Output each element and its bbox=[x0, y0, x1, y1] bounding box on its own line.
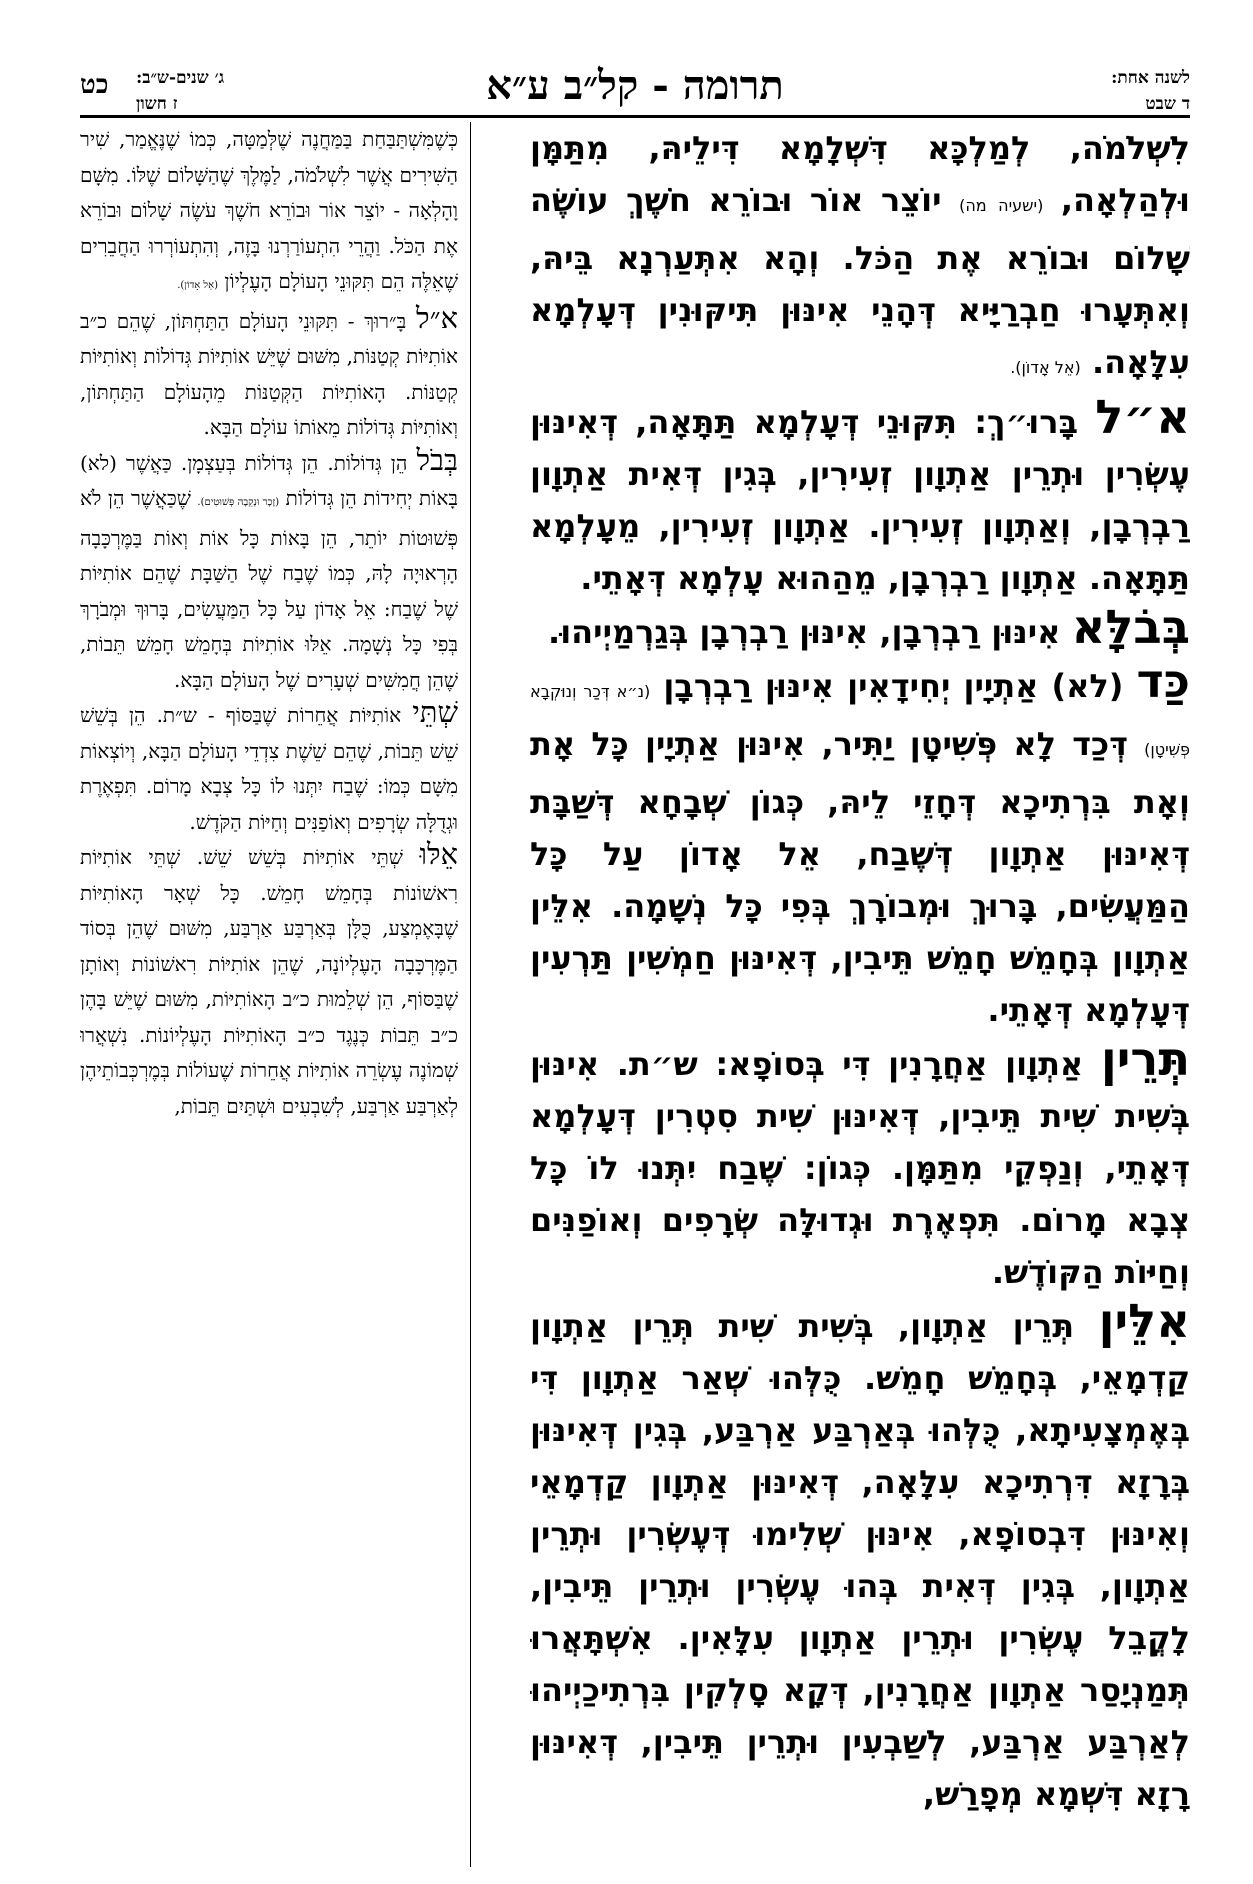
main-paragraph bbox=[530, 1294, 1190, 1820]
paragraph-opening-word: אֵלּוּ bbox=[419, 837, 458, 871]
paragraph-text: אַתְוָון אַחֲרָנִין דִּי בְּסוֹפָא: ש״ת. אִינּוּן בְּשִׁית שִׁית תֵּיבִין, דְּאִינּוּן שִׁית סִטְרִין דְּעָלְמָא דְּאָתֵי, וְנַפְקֵי מִתַּמָּן. כְּגוֹן: שֶׁבַח יִתְּנוּ לוֹ כָּל צְבָא מָרוֹם. תִּפְאֶרֶת וּגְדוּלָּה שְׂרָפִים וְאוֹפַנִּים וְחַיּוֹת הַקּוֹדֶשׁ. bbox=[530, 1045, 1190, 1291]
header-divider bbox=[80, 115, 1190, 118]
citation-note: (אֵל אָדוֹן). bbox=[177, 280, 219, 291]
translation-paragraph bbox=[80, 122, 458, 304]
paragraph-text: שְׁתֵּי אוֹתִיּוֹת בְּשֵׁשׁ שֵׁשׁ. שְׁתֵּי אוֹתִיּוֹת רִאשׁוֹנוֹת בְּחָמֵשׁ חָמֵשׁ. כָּל שְׁאָר הָאוֹתִיּוֹת שֶׁבָּאֶמְצַע, כֻּלָּן בְּאַרְבַּע אַרְבַּע, מִשּׁוּם שֶׁהֵן בְּסוֹד הַמֶּרְכָּבָה הָעֶלְיוֹנָה, שֶׁהֵן אוֹתִיּוֹת רִאשׁוֹנוֹת וְאוֹתָן שֶׁבַּסּוֹף, הֵן שְׁלֵמוּת כ״ב הָאוֹתִיּוֹת, מִשּׁוּם שֶׁיֵּשׁ בָּהֶן כ״ב תֵּבוֹת כְּנֶגֶד כ״ב הָאוֹתִיּוֹת הָעֶלְיוֹנוֹת. נִשְׁאֲרוּ שְׁמוֹנֶה עֶשְׂרֵה אוֹתִיּוֹת אֲחֵרוֹת שֶׁעוֹלוֹת בְּמֶרְכְּבוֹתֵיהֶן לְאַרְבַּע אַרְבַּע, לְשִׁבְעִים וּשְׁתַּיִם תֵּבוֹת, bbox=[80, 845, 458, 1118]
page-header bbox=[80, 62, 1190, 120]
paragraph-text: תְּרֵין אַתְוָון, בְּשִׁית שִׁית תְּרֵין אַתְוָון קַדְמָאֵי, בְּחָמֵשׁ חָמֵשׁ. כֻּלְּהוּ שְׁאַר אַתְוָון דִּי בְּאֶמְצָעִיתָא, כֻּלְּהוּ בְּאַרְבַּע אַרְבַּע, בְּגִין דְּאִינּוּן בְּרָזָא דִּרְתִיכָא עִלָּאָה, דְּאִינּוּן אַתְוָון קַדְמָאֵי וְאִינּוּן דִּבְסוֹפָא, אִינּוּן שְׁלִימוּ דְּעֶשְׂרִין וּתְרֵין אַתְוָון, בְּגִין דְּאִית בְּהוּ עֶשְׂרִין וּתְרֵין תֵּיבִין, לָקֳבֵל עֶשְׂרִין וּתְרֵין אַתְוָון עִלָּאִין. אִשְׁתָּאֲרוּ תְּמַנְיָסַר אַתְוָון אַחֲרָנִין, דְּקָא סָלְקִין בִּרְתִיכַיְיהוּ לְאַרְבַּע אַרְבַּע, לְשַׁבְעִין וּתְרֵין תֵּיבִין, דְּאִינּוּן רָזָא דִּשְׁמָא מְפָרַשׁ, bbox=[530, 1307, 1190, 1813]
paragraph-opening-word: בְּבֹלָּא bbox=[1071, 600, 1190, 654]
schedule-date-one-year: ד שבט bbox=[1145, 94, 1190, 114]
paragraph-text: כְּשֶׁמִּשְׁתַּבַּחַת בַּמַּחֲנֶה שֶׁלְּמַטָּה, כְּמוֹ שֶׁנֶּאֱמַר, שִׁיר הַשִּׁירִים אֲשֶׁר לִשְׁלֹמֹה, לַמֶּלֶךְ שֶׁהַשָּׁלוֹם שֶׁלּוֹ. מִשָּׁם וָהָלְאָה - יוֹצֵר אוֹר וּבוֹרֵא חֹשֶׁךְ עֹשֶׂה שָׁלוֹם וּבוֹרֵא אֶת הַכֹּל. וַהֲרֵי הִתְעוֹרַרְנוּ בָּזֶה, וְהִתְעוֹרְרוּ הַחֲבֵרִים שֶׁאֵלֶּה הֵם תִּקּוּנֵי הָעוֹלָם הָעֶלְיוֹן bbox=[80, 127, 458, 293]
paragraph-text: בָּ״רוּךְ - תִּקּוּנֵי הָעוֹלָם הַתַּחְתּוֹן, שֶׁהֵם כ״ב אוֹתִיּוֹת קְטַנּוֹת, מִשּׁוּם שֶׁיֵּשׁ אוֹתִיּוֹת גְּדוֹלוֹת וְאוֹתִיּוֹת קְטַנּוֹת. הָאוֹתִיּוֹת הַקְּטַנּוֹת מֵהָעוֹלָם הַתַּחְתּוֹן, וְאוֹתִיּוֹת גְּדוֹלוֹת מֵאוֹתוֹ עוֹלָם הַבָּא. bbox=[80, 308, 458, 439]
paragraph-opening-word: אִלֵּין bbox=[1098, 1294, 1190, 1348]
translation-paragraph bbox=[80, 837, 458, 1124]
translation-paragraph bbox=[80, 300, 458, 446]
translation-paragraph bbox=[80, 695, 458, 840]
paragraph-text: הֵן גְּדוֹלוֹת. הֵן גְּדוֹלוֹת בְּעַצְמָן. כַּאֲשֶׁר (לא) בָּאוֹת יְחִידוֹת הֵן גְּדוֹלוֹת bbox=[80, 450, 458, 510]
paragraph-text: שֶׁכַּאֲשֶׁר הֵן לֹא פְּשׁוּטוֹת יוֹתֵר, הֵן בָּאוֹת כָּל אוֹת וְאוֹת בַּמֶּרְכָּבָה הָרְאוּיָה לָהּ, כְּמוֹ שֶׁבַח שֶׁל הַשַּׁבָּת שֶׁהֵם אוֹתִיּוֹת שֶׁל שֶׁבַח: אֵל אָדוֹן עַל כָּל הַמַּעֲשִׂים, בָּרוּךְ וּמְבֹרָךְ בְּפִי כָּל נְשָׁמָה. אֵלּוּ אוֹתִיּוֹת בְּחָמֵשׁ חָמֵשׁ תֵּבוֹת, שֶׁהֵן חֲמִשִּׁים שְׁעָרִים שֶׁל הָעוֹלָם הַבָּא. bbox=[80, 486, 458, 692]
paragraph-opening-word: תְּרֵין bbox=[1100, 1032, 1190, 1086]
paragraph-opening-word: כַּד bbox=[1136, 654, 1190, 708]
main-paragraph bbox=[530, 600, 1190, 658]
paragraph-opening-word: א״ל bbox=[416, 300, 458, 335]
schedule-label-one-year: לשנה אחת: bbox=[1111, 68, 1190, 88]
paragraph-text: יוֹצֵר אוֹר וּבוֹרֵא חֹשֶׁךְ עוֹשֶׂה שָׁלוֹם וּבוֹרֵא אֶת הַכֹּל. וְהָא אִתְּעַרְנָא בֵּיהּ, וְאִתְּעָרוּ חַבְרַיָּיא דְּהָנֵי אִינּוּן תִּיקּוּנִין דְּעָלְמָא עִלָּאָה. bbox=[530, 181, 1190, 381]
main-text-column bbox=[530, 122, 1190, 1882]
paragraph-text: אוֹתִיּוֹת אֲחֵרוֹת שֶׁבַּסּוֹף - ש״ת. הֵן בְּשֵׁשׁ שֵׁשׁ תֵּבוֹת, שֶׁהֵם שֵׁשֶׁת צִדְדֵי הָעוֹלָם הַבָּא, וְיוֹצְאוֹת מִשָּׁם כְּמוֹ: שֶׁבַח יִתְּנוּ לוֹ כָּל צְבָא מָרוֹם. תִּפְאֶרֶת וּגְדֻלָּה שְׂרָפִים וְאוֹפַנִּים וְחַיּוֹת הַקֹּדֶשׁ. bbox=[80, 703, 458, 834]
paragraph-text: אִינּוּן רַבְרְבָן, אִינּוּן רַבְרְבָן בְּגַרְמַיְיהוּ. bbox=[548, 613, 1061, 651]
paragraph-text: דְּכַד לָא פְּשִׁיטָן יַתִּיר, אִינּוּן אַתְיָין כָּל אָת וְאָת בִּרְתִיכָא דְּחָזֵי לֵיהּ, כְּגוֹן שְׁבָחָא דְּשַׁבָּת דְּאִינּוּן אַתְוָון דְּשֶׁבַח, אֵל אָדוֹן עַל כָּל הַמַּעֲשִׂים, בָּרוּךְ וּמְבוֹרָךְ בְּפִי כָּל נְשָׁמָה. אִלֵּין אַתְוָון בְּחָמֵשׁ חָמֵשׁ תֵּיבִין, דְּאִינּוּן חַמְשִׁין תַּרְעִין דְּעָלְמָא דְּאָתֵי. bbox=[530, 725, 1190, 1029]
paragraph-opening-word: א״ל bbox=[1095, 390, 1190, 444]
schedule-label-three-years: ג׳ שנים-ש״ב: bbox=[136, 68, 225, 88]
column-divider bbox=[470, 122, 471, 1867]
translation-paragraph bbox=[80, 442, 458, 699]
citation-note: (ישעיה מה) bbox=[959, 196, 1044, 215]
page-number: כט bbox=[80, 70, 109, 100]
citation-note: (אֵל אָדוֹן). bbox=[1010, 358, 1081, 377]
paragraph-text: (לא) אַתְיָין יְחִידָאִין אִינּוּן רַבְרְבָן bbox=[663, 667, 1124, 705]
page-title: תרומה - קל״ב ע״א bbox=[486, 62, 784, 109]
paragraph-text: לִשְׁלֹמֹה, לְמַלְכָּא דִּשְׁלָמָא דִּילֵיהּ, מִתַּמָּן וּלְהַלְאָה, bbox=[530, 129, 1190, 219]
translation-column bbox=[80, 122, 458, 1882]
citation-note: (זָכָר וּנְקֵבָה פְּשׁוּטִים). bbox=[197, 497, 280, 508]
paragraph-opening-word: שְׁתֵּי bbox=[412, 695, 458, 729]
main-paragraph bbox=[530, 390, 1190, 604]
main-paragraph bbox=[530, 1032, 1190, 1298]
citation-note: (נ״א דְּכַר וְנוּקְבָא פְּשִׁיטָן) bbox=[530, 682, 1190, 759]
main-paragraph bbox=[530, 122, 1190, 394]
schedule-date-three-years: ז חשון bbox=[136, 94, 178, 114]
paragraph-text: בָּרוּ״ךְ: תִּקּוּנֵי דְּעָלְמָא תַּתָּאָה, דְּאִינּוּן עֶשְׂרִין וּתְרֵין אַתְוָון זְעִירִין, בְּגִין דְּאִית אַתְוָון רַבְרְבָן, וְאַתְוָון זְעִירִין. אַתְוָון זְעִירִין, מֵעָלְמָא תַּתָּאָה. אַתְוָון רַבְרְבָן, מֵהַהוּא עָלְמָא דְּאָתֵי. bbox=[530, 403, 1190, 597]
paragraph-opening-word: בְּבֹל bbox=[416, 442, 458, 477]
main-paragraph bbox=[530, 654, 1190, 1036]
